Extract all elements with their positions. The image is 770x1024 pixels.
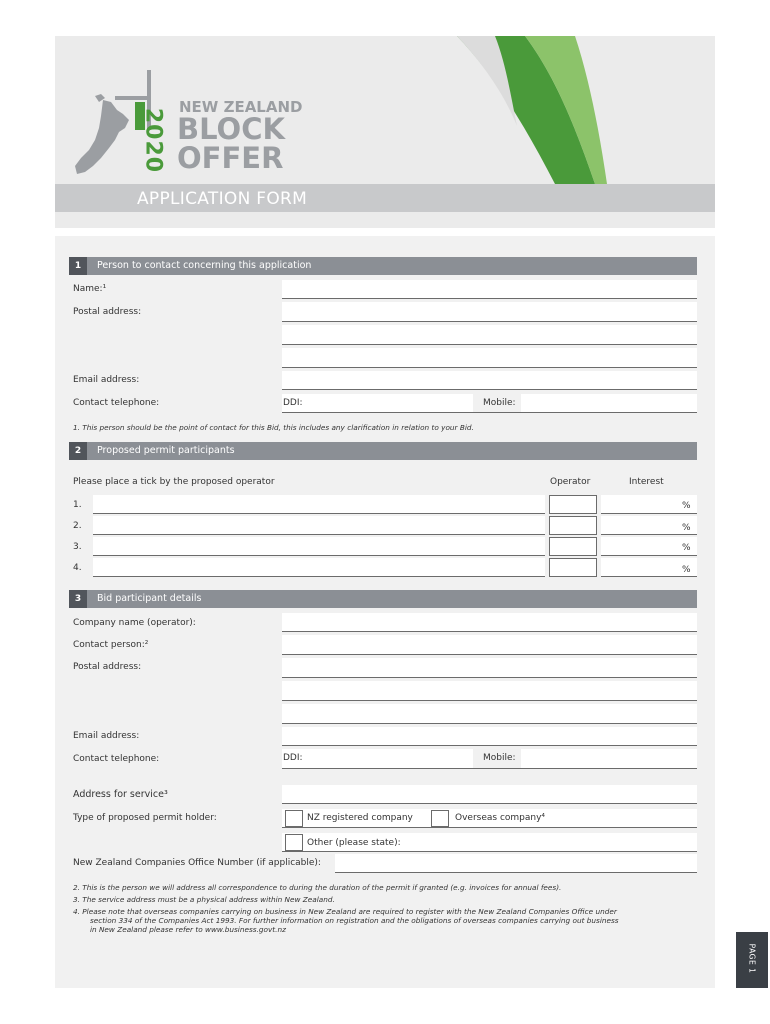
overseas-company-checkbox[interactable] [431,810,449,827]
contact-telephone-label: Contact telephone: [73,398,160,408]
footnote-2: 2. This is the person we will address all correspondence to during the duration of the permit if granted (e.g. invoices for annual fees). [73,883,562,892]
company-name-label: Company name (operator): [73,618,196,628]
companies-office-field[interactable] [335,854,697,873]
section-2-header [69,442,697,460]
operator-checkbox-1[interactable] [549,495,597,514]
section-2-title: Proposed permit participants [97,445,235,456]
contact-person-label: Contact person:² [73,640,149,650]
company-name-field[interactable] [282,613,697,632]
logo-line3: OFFER [177,141,284,175]
overseas-company-option: Overseas company⁴ [455,813,546,823]
section-1-title: Person to contact concerning this application [97,260,312,271]
contact-telephone-label: Contact telephone: [73,754,160,764]
postal-address-field-1[interactable] [282,658,697,678]
participant-name-field-2[interactable] [93,516,545,535]
footnote-3: 3. The service address must be a physical address within New Zealand. [73,895,335,904]
form-page [55,236,715,988]
participant-row-number: 4. [73,563,82,573]
participant-name-field-3[interactable] [93,537,545,556]
participant-row-number: 3. [73,542,82,552]
mobile-field[interactable] [522,749,697,768]
percent-sign: % [682,543,691,553]
percent-sign: % [682,523,691,533]
nz-company-option: NZ registered company [307,813,413,823]
postal-address-field-3[interactable] [282,704,697,724]
participant-name-field-1[interactable] [93,495,545,514]
footnote-4: 4. Please note that overseas companies carrying on business in New Zealand are required to register with the New Zealand Companies Office under [73,907,617,916]
postal-address-field-2[interactable] [282,325,697,345]
logo-year: 2020 [140,107,166,174]
operator-checkbox-2[interactable] [549,516,597,535]
header-band [55,36,715,228]
email-label: Email address: [73,375,140,385]
postal-address-label: Postal address: [73,662,142,672]
operator-header: Operator [550,477,591,487]
participant-row-number: 1. [73,500,82,510]
section-3-header [69,590,697,608]
operator-checkbox-3[interactable] [549,537,597,556]
mobile-field[interactable] [522,394,697,412]
other-state-field[interactable] [429,833,697,851]
email-field[interactable] [282,727,697,746]
section-3-title: Bid participant details [97,593,202,604]
footnote-1: 1. This person should be the point of contact for this Bid, this includes any clarification in relation to your Bid. [73,423,474,432]
address-for-service-label: Address for service³ [73,789,168,800]
name-field[interactable] [282,280,697,299]
footnote-4-line2: section 334 of the Companies Act 1993. For further information on registration and the obligations of overseas companies carrying out business [90,916,619,925]
page-tab [736,932,768,988]
ddi-label: DDI: [283,753,303,763]
section-2-number: 2 [69,442,87,460]
address-for-service-field[interactable] [282,785,697,804]
name-label: Name:¹ [73,284,107,294]
logo-line2: BLOCK [177,112,285,146]
ddi-label: DDI: [283,398,303,408]
footnote-4-line3: in New Zealand please refer to www.business.govt.nz [90,925,286,934]
section-1-header [69,257,697,275]
participant-row-number: 2. [73,521,82,531]
form-title: APPLICATION FORM [137,189,308,209]
mobile-label: Mobile: [483,753,516,763]
postal-address-field-2[interactable] [282,681,697,701]
nz-company-checkbox[interactable] [285,810,303,827]
percent-sign: % [682,501,691,511]
ddi-field[interactable] [310,394,472,412]
email-label: Email address: [73,731,140,741]
interest-header: Interest [629,477,664,487]
postal-address-label: Postal address: [73,307,142,317]
other-option: Other (please state): [307,838,401,848]
other-checkbox[interactable] [285,834,303,851]
section-3-number: 3 [69,590,87,608]
logo-year-box [141,98,165,180]
tick-instruction: Please place a tick by the proposed operator [73,477,275,487]
section-1-number: 1 [69,257,87,275]
postal-address-field-3[interactable] [282,348,697,368]
contact-person-field[interactable] [282,635,697,655]
participant-name-field-4[interactable] [93,558,545,577]
permit-holder-type-label: Type of proposed permit holder: [73,813,217,823]
email-field[interactable] [282,371,697,390]
percent-sign: % [682,565,691,575]
operator-checkbox-4[interactable] [549,558,597,577]
logo-line1: NEW ZEALAND [179,98,303,116]
mobile-label: Mobile: [483,398,516,408]
ddi-field[interactable] [310,749,472,768]
companies-office-label: New Zealand Companies Office Number (if applicable): [73,858,321,868]
postal-address-field-1[interactable] [282,302,697,322]
nz-map-icon [75,100,129,174]
page-number: PAGE 1 [747,943,757,974]
